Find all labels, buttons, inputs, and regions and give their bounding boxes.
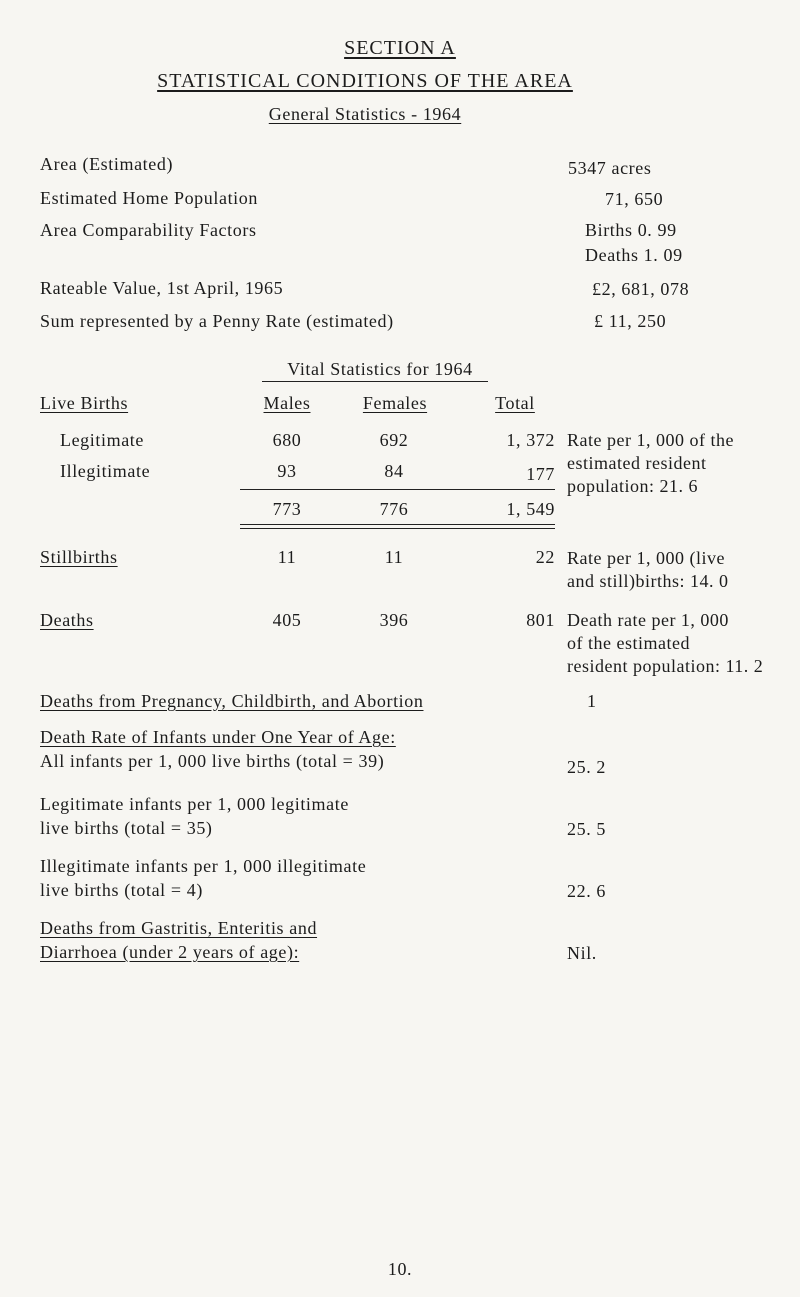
page-number: 10. <box>387 1259 413 1279</box>
vital-title-underline <box>262 381 488 382</box>
page-title: STATISTICAL CONDITIONS OF THE AREA <box>157 70 573 92</box>
grand-total-double-rule <box>240 524 555 529</box>
infant-illegitimate-label: Illegitimate infants per 1, 000 illegitimate <box>40 856 367 876</box>
live-births-rate-note <box>567 429 734 498</box>
death-rate-note <box>567 609 763 678</box>
area-value: 5347 acres <box>568 158 652 178</box>
deaths-label: Deaths <box>40 610 94 630</box>
illegitimate-total: 177 <box>526 464 555 484</box>
penny-rate-label: Sum represented by a Penny Rate (estimated) <box>40 311 394 331</box>
stillbirths-note-line: Rate per 1, 000 (live <box>567 548 725 568</box>
infant-all-label: All infants per 1, 000 live births (total = 39) <box>40 751 385 771</box>
gastritis-value: Nil. <box>567 943 597 963</box>
infant-illegitimate-value: 22. 6 <box>567 881 606 901</box>
deaths-males: 405 <box>272 610 302 630</box>
infant-illegitimate-label-2: live births (total = 4) <box>40 880 203 900</box>
total-females: 776 <box>379 499 409 519</box>
legitimate-males: 680 <box>272 430 302 450</box>
vital-statistics-title: Vital Statistics for 1964 <box>287 359 473 379</box>
section-heading: SECTION A <box>344 37 456 59</box>
comparability-deaths-value: Deaths 1. 09 <box>585 245 683 265</box>
subtotal-rule <box>240 489 555 490</box>
stillbirths-total: 22 <box>535 547 555 567</box>
deaths-total: 801 <box>526 610 555 630</box>
infant-legitimate-value: 25. 5 <box>567 819 606 839</box>
comparability-births-value: Births 0. 99 <box>585 220 677 240</box>
gastritis-label: Deaths from Gastritis, Enteritis and <box>40 918 318 938</box>
infant-all-value: 25. 2 <box>567 757 606 777</box>
legitimate-total: 1, 372 <box>506 430 555 450</box>
stillbirths-label: Stillbirths <box>40 547 118 567</box>
legitimate-females: 692 <box>379 430 409 450</box>
total-males: 773 <box>272 499 302 519</box>
comparability-label: Area Comparability Factors <box>40 220 257 240</box>
live-births-note-line: Rate per 1, 000 of the <box>567 430 734 450</box>
females-header: Females <box>362 393 428 413</box>
population-label: Estimated Home Population <box>40 188 258 208</box>
rateable-value-value: £2, 681, 078 <box>592 279 690 299</box>
death-rate-note-line: resident population: 11. 2 <box>567 656 764 676</box>
total-total: 1, 549 <box>506 499 555 519</box>
legitimate-label: Legitimate <box>60 430 144 450</box>
total-header: Total <box>495 393 535 413</box>
males-header: Males <box>263 393 311 413</box>
death-rate-note-line: of the estimated <box>567 633 690 653</box>
live-births-header: Live Births <box>40 393 129 413</box>
gastritis-label-2: Diarrhoea (under 2 years of age): <box>40 942 300 962</box>
stillbirths-note-line: and still)births: 14. 0 <box>567 571 729 591</box>
population-value: 71, 650 <box>605 189 664 209</box>
stillbirths-males: 11 <box>277 547 297 567</box>
rateable-value-label: Rateable Value, 1st April, 1965 <box>40 278 284 298</box>
infant-legitimate-label: Legitimate infants per 1, 000 legitimate <box>40 794 349 814</box>
stillbirths-rate-note <box>567 547 729 593</box>
death-rate-note-line: Death rate per 1, 000 <box>567 610 729 630</box>
stillbirths-females: 11 <box>384 547 404 567</box>
penny-rate-value: £ 11, 250 <box>594 311 667 331</box>
page-subtitle: General Statistics - 1964 <box>268 104 462 124</box>
area-label: Area (Estimated) <box>40 154 174 174</box>
maternal-deaths-label: Deaths from Pregnancy, Childbirth, and Abortion <box>40 691 424 711</box>
illegitimate-label: Illegitimate <box>60 461 151 481</box>
live-births-note-line: estimated resident <box>567 453 707 473</box>
maternal-deaths-value: 1 <box>587 691 597 711</box>
deaths-females: 396 <box>379 610 409 630</box>
infant-legitimate-label-2: live births (total = 35) <box>40 818 213 838</box>
illegitimate-males: 93 <box>277 461 297 481</box>
live-births-note-line: population: 21. 6 <box>567 476 698 496</box>
infant-death-rate-heading: Death Rate of Infants under One Year of Age: <box>40 727 396 747</box>
illegitimate-females: 84 <box>384 461 404 481</box>
